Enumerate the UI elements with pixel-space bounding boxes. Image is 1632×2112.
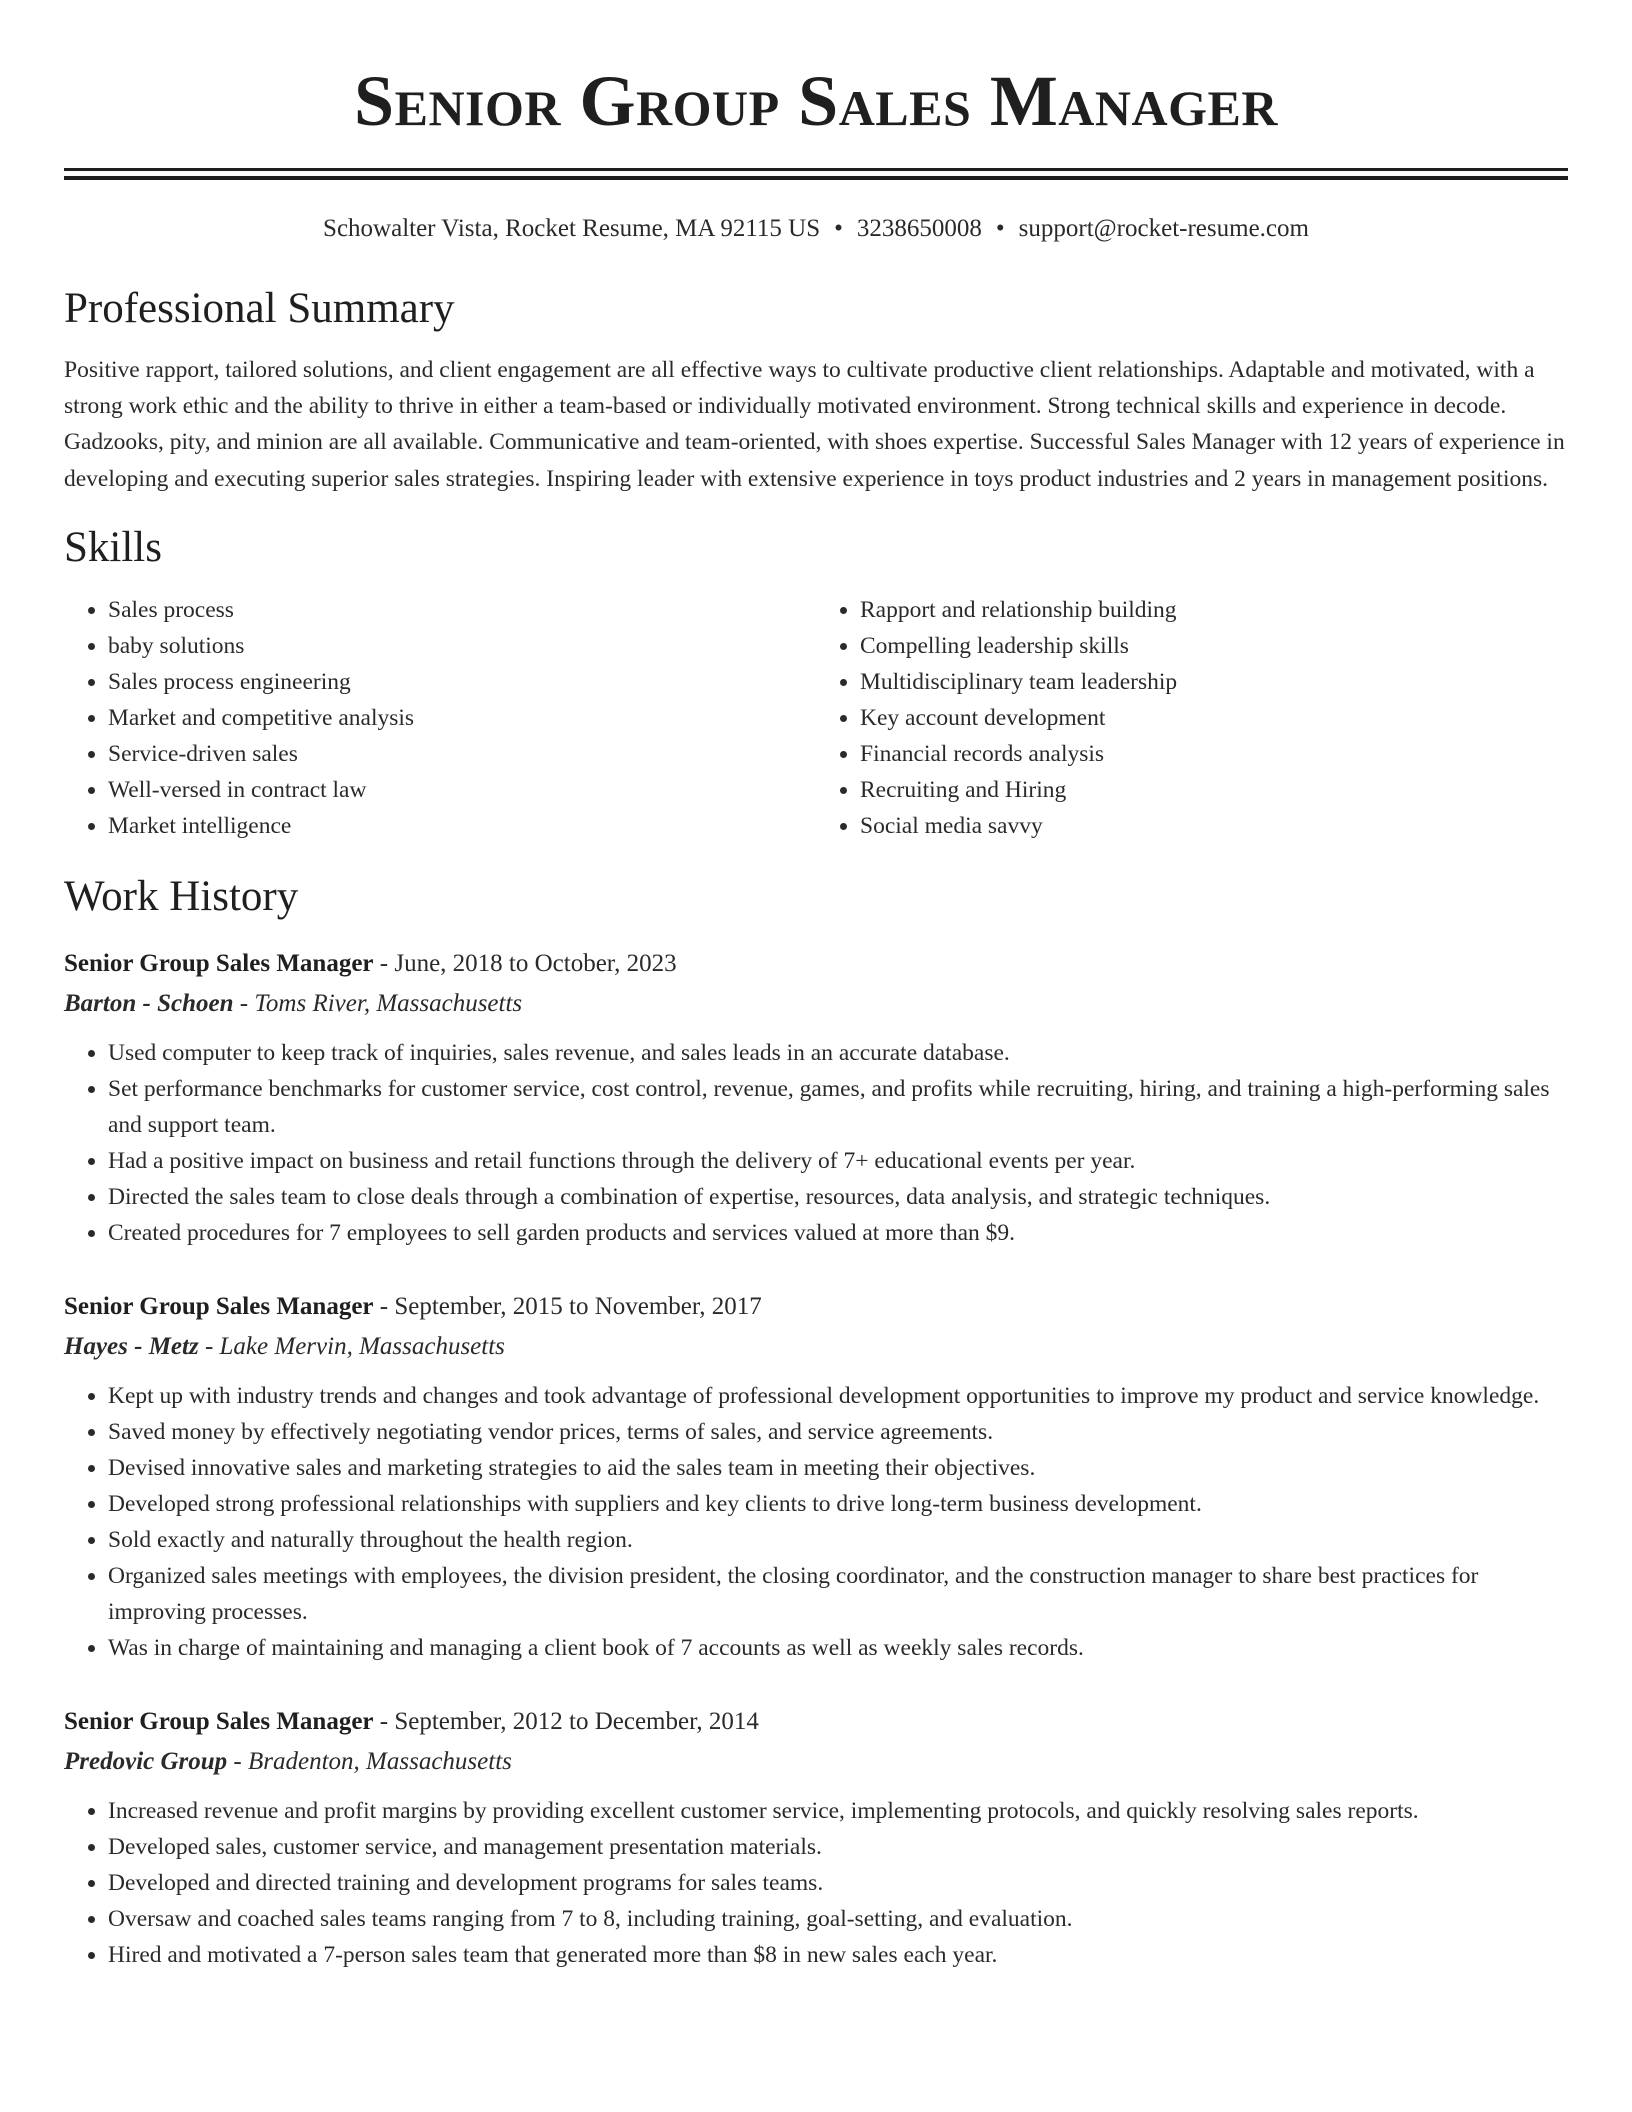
job-bullet: • Devised innovative sales and marketing strategies to aid the sales team in meeting their objectives. — [108, 1450, 1568, 1486]
title-divider-bottom — [64, 176, 1568, 180]
contact-separator: • — [834, 215, 843, 242]
work-history-heading: Work History — [64, 872, 299, 920]
company-line: Barton - Schoen - Toms River, Massachusetts — [64, 989, 523, 1017]
job-bullet: • Kept up with industry trends and changes and took advantage of professional development opportunities to improve my product and service knowledge. — [108, 1378, 1568, 1414]
job-bullet: • Developed strong professional relationships with suppliers and key clients to drive long-term business development. — [108, 1486, 1568, 1522]
company-name: Predovic Group — [64, 1747, 228, 1775]
skill-item: • Rapport and relationship building — [860, 592, 1568, 628]
skills-column-left — [64, 592, 816, 844]
summary-text: Positive rapport, tailored solutions, and client engagement are all effective ways to cultivate productive client relationships. Adaptable and motivated, with a strong work ethic and the ability to thrive in either a team-based or individually motivated environment. Strong technical skills and experience in decode. Gadzooks, pity, and minion are all available. Communicative and team-oriented, with shoes expertise. Successful Sales Manager with 12 years of experience in developing and executing superior sales strategies. Inspiring leader with extensive experience in toys product industries and 2 years in management positions. — [64, 357, 1565, 492]
company-location: Bradenton, Massachusetts — [248, 1747, 512, 1775]
contact-separator: • — [995, 215, 1005, 242]
job-bullets — [64, 1793, 1568, 1973]
job-title-line: Senior Group Sales Manager - June, 2018 to October, 2023 — [64, 949, 677, 977]
job-title: Senior Group Sales Manager — [64, 1707, 374, 1735]
job-dates: June, 2018 to October, 2023 — [394, 949, 677, 977]
skill-item: • Sales process engineering — [108, 664, 816, 700]
job-title: Senior Group Sales Manager — [64, 1292, 374, 1320]
company-name: Barton - Schoen — [64, 989, 234, 1017]
contact-phone: 3238650008 — [856, 215, 982, 242]
company-line: Hayes - Metz - Lake Mervin, Massachusetts — [64, 1332, 505, 1360]
skill-item: • Service-driven sales — [108, 736, 816, 772]
contact-line — [64, 213, 1568, 245]
job-bullet: • Directed the sales team to close deals through a combination of expertise, resources, data analysis, and strategic techniques. — [108, 1179, 1568, 1215]
job-bullet: • Had a positive impact on business and retail functions through the delivery of 7+ educational events per year. — [108, 1143, 1568, 1179]
skill-item: • Compelling leadership skills — [860, 628, 1568, 664]
title-divider-top — [64, 168, 1568, 171]
job-entry — [64, 1287, 1568, 1666]
skill-item: • Sales process — [108, 592, 816, 628]
skill-item: • Recruiting and Hiring — [860, 772, 1568, 808]
skill-item: • baby solutions — [108, 628, 816, 664]
job-bullets — [64, 1378, 1568, 1666]
job-title-line: Senior Group Sales Manager - September, 2012 to December, 2014 — [64, 1707, 759, 1735]
skill-item: • Market and competitive analysis — [108, 700, 816, 736]
skill-item: • Multidisciplinary team leadership — [860, 664, 1568, 700]
job-bullet: • Sold exactly and naturally throughout the health region. — [108, 1522, 1568, 1558]
job-bullet: • Developed and directed training and development programs for sales teams. — [108, 1865, 1568, 1901]
job-bullet: • Organized sales meetings with employees, the division president, the closing coordinator, and the construction manager to share best practices for improving processes. — [108, 1558, 1568, 1630]
job-bullets — [64, 1035, 1568, 1251]
job-bullet: • Oversaw and coached sales teams ranging from 7 to 8, including training, goal-setting, and evaluation. — [108, 1901, 1568, 1937]
skill-item: • Key account development — [860, 700, 1568, 736]
contact-address: Schowalter Vista, Rocket Resume, MA 92115 US — [323, 215, 821, 242]
job-title: Senior Group Sales Manager — [64, 949, 374, 977]
job-entry — [64, 1702, 1568, 1973]
skills-column-right — [816, 592, 1568, 844]
skill-item: • Social media savvy — [860, 808, 1568, 844]
skills-list — [64, 592, 1568, 844]
job-bullet: • Increased revenue and profit margins by providing excellent customer service, implementing protocols, and quickly resolving sales reports. — [108, 1793, 1568, 1829]
resume-title: Senior Group Sales Manager — [354, 61, 1278, 141]
company-line: Predovic Group - Bradenton, Massachusetts — [64, 1747, 512, 1775]
summary-heading: Professional Summary — [64, 285, 455, 332]
company-location: Toms River, Massachusetts — [254, 989, 523, 1017]
job-bullet: • Saved money by effectively negotiating vendor prices, terms of sales, and service agreements. — [108, 1414, 1568, 1450]
skill-item: • Financial records analysis — [860, 736, 1568, 772]
job-dates: September, 2015 to November, 2017 — [394, 1292, 762, 1320]
job-title-line: Senior Group Sales Manager - September, 2015 to November, 2017 — [64, 1292, 762, 1320]
job-bullet: • Was in charge of maintaining and managing a client book of 7 accounts as well as weekly sales records. — [108, 1630, 1568, 1666]
job-entry — [64, 944, 1568, 1251]
skill-item: • Well-versed in contract law — [108, 772, 816, 808]
company-name: Hayes - Metz — [64, 1332, 199, 1360]
skill-item: • Market intelligence — [108, 808, 816, 844]
job-bullet: • Created procedures for 7 employees to sell garden products and services valued at more than $9. — [108, 1215, 1568, 1251]
company-location: Lake Mervin, Massachusetts — [219, 1332, 505, 1360]
job-bullet: • Developed sales, customer service, and management presentation materials. — [108, 1829, 1568, 1865]
job-bullet: • Set performance benchmarks for customer service, cost control, revenue, games, and profits while recruiting, hiring, and training a high-performing sales and support team. — [108, 1071, 1568, 1143]
job-bullet: • Hired and motivated a 7-person sales team that generated more than $8 in new sales each year. — [108, 1937, 1568, 1973]
skills-heading: Skills — [64, 523, 162, 571]
job-dates: September, 2012 to December, 2014 — [394, 1707, 759, 1735]
contact-email: support@rocket-resume.com — [1018, 215, 1309, 242]
job-bullet: • Used computer to keep track of inquiries, sales revenue, and sales leads in an accurate database. — [108, 1035, 1568, 1071]
